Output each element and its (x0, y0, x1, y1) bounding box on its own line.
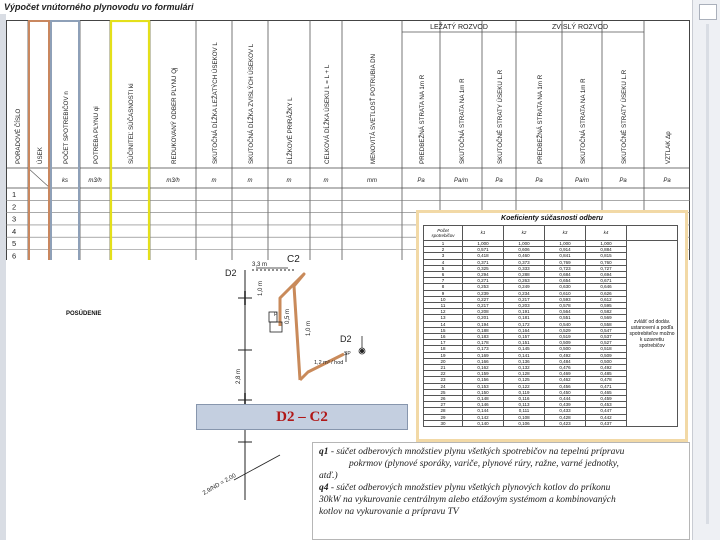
coef-cell: 11 (424, 303, 463, 309)
column-unit: Pa (619, 178, 627, 184)
coef-cell: 0,630 (545, 284, 586, 290)
coef-cell: 0,141 (504, 352, 545, 358)
q1-term: q1 (319, 447, 329, 457)
label-len-1-0-a: 1,0 m (258, 280, 264, 296)
column-header: SKUTOČNÁ DĹŽKA LEŽATÝCH ÚSEKOV L (212, 42, 219, 164)
coef-cell: 0,442 (586, 414, 627, 420)
coef-cell: 0,151 (504, 340, 545, 346)
column-unit: m (323, 178, 329, 184)
coef-cell: 5 (424, 265, 463, 271)
label-len-1-0-b: 1,0 m (306, 320, 312, 336)
column-header: SKUTOČNÁ STRATA NA 1m R (580, 78, 587, 164)
coef-cell: 0,178 (463, 340, 504, 346)
coef-cell: 0,612 (586, 296, 627, 302)
appliance-icon (360, 349, 364, 353)
coef-cell: 0,428 (545, 414, 586, 420)
coef-cell: 1,000 (545, 241, 586, 247)
coef-cell: 0,119 (504, 389, 545, 395)
posudenie-label: POSÚDENIE (66, 311, 102, 317)
label-len-bottom: 2,9/ND = 2,00 (202, 472, 238, 497)
coef-cell: 0,188 (463, 327, 504, 333)
label-d2-left: D2 (225, 268, 237, 278)
q1-line (319, 446, 683, 458)
coef-cell: 0,509 (586, 352, 627, 358)
row-number: 3 (12, 214, 17, 224)
coef-cell: 1,000 (504, 241, 545, 247)
column-header: VZTLAK Δp (665, 131, 672, 164)
coef-cell: 0,476 (545, 365, 586, 371)
coef-cell: 0,271 (463, 278, 504, 284)
group-header-horizontal: LEŽATÝ ROZVOD (430, 24, 488, 31)
coef-cell: 0,208 (463, 309, 504, 315)
coef-cell: 0,234 (504, 290, 545, 296)
coef-cell: 15 (424, 327, 463, 333)
coef-cell: 0,128 (504, 371, 545, 377)
coef-cell: 6 (424, 272, 463, 278)
coef-cell: 0,263 (504, 278, 545, 284)
q4-line (319, 482, 683, 494)
coef-cell: 0,500 (586, 358, 627, 364)
column-unit: Pa/m (574, 178, 590, 184)
coef-cell: 0,610 (545, 290, 586, 296)
coef-cell: 0,113 (504, 402, 545, 408)
coef-cell: 0,183 (463, 334, 504, 340)
coef-cell: 0,203 (504, 303, 545, 309)
coef-header-cell (627, 226, 678, 241)
coef-cell: 0,582 (586, 309, 627, 315)
column-header: PREDBEŽNÁ STRATA NA 1m R (537, 74, 544, 164)
column-unit: m (247, 178, 253, 184)
coef-cell: 0,460 (504, 253, 545, 259)
coef-header-row (424, 226, 678, 241)
coef-cell: 0,294 (463, 272, 504, 278)
q1-end: atď.) (319, 471, 338, 481)
group-header-vertical: ZVISLÝ ROZVOD (551, 24, 609, 31)
coef-cell: 0,227 (463, 296, 504, 302)
coef-cell: 0,571 (463, 247, 504, 253)
coef-cell: 0,694 (586, 272, 627, 278)
coef-cell: 27 (424, 402, 463, 408)
coef-cell: 7 (424, 278, 463, 284)
coef-cell: 0,459 (586, 396, 627, 402)
coef-cell: 0,593 (545, 296, 586, 302)
column-header: MENOVITÁ SVETLOSŤ POTRUBIA DN (370, 53, 377, 164)
coef-cell: 0,418 (463, 253, 504, 259)
coef-cell: 0,478 (586, 377, 627, 383)
column-header: SKUTOČNÉ STRATY ÚSEKU L.R (621, 69, 628, 164)
coef-cell: 0,723 (545, 265, 586, 271)
coef-cell: 29 (424, 414, 463, 420)
coefficients-table (423, 225, 678, 427)
coef-cell: 0,462 (545, 377, 586, 383)
coef-cell: 0,111 (504, 408, 545, 414)
row-number: 2 (12, 202, 17, 212)
coef-cell: 0,191 (504, 309, 545, 315)
coef-cell: 0,423 (545, 420, 586, 426)
coef-cell: 0,527 (586, 340, 627, 346)
coef-cell: 20 (424, 358, 463, 364)
label-d2-right: D2 (340, 334, 352, 344)
coef-cell: 0,439 (545, 402, 586, 408)
vertical-scrollbar[interactable] (692, 0, 720, 540)
coef-cell: 0,373 (504, 259, 545, 265)
explanation-box (312, 442, 690, 540)
label-len-0-5: 0,5 m (285, 308, 291, 324)
coef-cell: 0,465 (586, 389, 627, 395)
coef-cell: 0,595 (586, 303, 627, 309)
coef-cell: 0,201 (463, 315, 504, 321)
coef-cell: 0,484 (545, 358, 586, 364)
coef-cell: 0,140 (463, 420, 504, 426)
q4-continuation: 30kW na vykurovanie centrálnym alebo etážovým systémom a kombinovaných (319, 495, 616, 505)
column-header: SKUTOČNÁ DĹŽKA ZVISLÝCH ÚSEKOV L (248, 43, 255, 164)
column-header: POČET SPOTREBIČOV n (63, 91, 70, 164)
column-unit: Pa (535, 178, 543, 184)
label-flow: 1,2 m³ / hod (314, 360, 344, 366)
label-len-3-3: 3,3 m (252, 262, 268, 268)
coef-cell: 17 (424, 340, 463, 346)
column-unit: m3/h (88, 178, 102, 184)
coef-cell: 0,456 (545, 383, 586, 389)
coef-cell: 0,153 (463, 383, 504, 389)
column-header: SKUTOČNÁ STRATA NA 1m R (459, 78, 466, 164)
column-header: POTREBA PLYNU qi (93, 106, 100, 164)
coef-cell: 0,239 (463, 290, 504, 296)
coef-cell: 0,159 (463, 371, 504, 377)
coef-cell: 0,325 (463, 265, 504, 271)
coef-cell: 0,157 (504, 334, 545, 340)
coef-cell: 0,537 (586, 334, 627, 340)
coef-cell: 0,841 (545, 253, 586, 259)
column-unit: ks (62, 178, 68, 184)
column-unit: Pa (417, 178, 425, 184)
coef-cell: 0,144 (463, 408, 504, 414)
coef-header-cell: k2 (504, 226, 545, 241)
label-c2: C2 (287, 254, 300, 265)
coef-cell: 0,217 (463, 303, 504, 309)
label-sp: SP (344, 351, 351, 357)
coef-cell: 0,217 (504, 296, 545, 302)
coef-cell: 0,540 (545, 321, 586, 327)
column-unit: m (286, 178, 292, 184)
coef-cell: 0,172 (504, 321, 545, 327)
column-unit: Pa/m (453, 178, 469, 184)
column-unit: Pa (495, 178, 503, 184)
coef-cell: 0,156 (463, 377, 504, 383)
coef-cell: 0,164 (504, 327, 545, 333)
column-unit: mm (367, 178, 377, 184)
coef-cell: 0,606 (504, 247, 545, 253)
column-header: SKUTOČNÉ STRATY ÚSEKU L.R (497, 69, 504, 164)
coef-cell: 0,288 (504, 272, 545, 278)
q4-term: q4 (319, 483, 329, 493)
coef-cell: 0,136 (504, 358, 545, 364)
column-header: ÚSEK (37, 147, 44, 164)
coef-cell: 0,529 (545, 327, 586, 333)
coef-cell: 0,169 (463, 352, 504, 358)
coef-header-cell: k1 (463, 226, 504, 241)
coef-cell: 0,371 (463, 259, 504, 265)
coef-cell: 0,166 (463, 358, 504, 364)
coef-cell: 0,444 (545, 396, 586, 402)
coef-cell: 0,578 (545, 303, 586, 309)
coef-cell: 0,333 (504, 265, 545, 271)
coef-cell: 0,471 (586, 383, 627, 389)
pipe-branch (280, 274, 304, 380)
column-unit: Pa (663, 178, 671, 184)
row-number: 6 (12, 251, 17, 260)
diagonal-cell (28, 168, 50, 188)
coef-cell: 0,162 (463, 365, 504, 371)
coef-cell: 0,492 (586, 365, 627, 371)
column-unit: m (211, 178, 217, 184)
coef-cell: 10 (424, 296, 463, 302)
coef-cell: 0,684 (545, 272, 586, 278)
coef-cell: 18 (424, 346, 463, 352)
coef-cell: 0,654 (545, 278, 586, 284)
coef-cell: 23 (424, 377, 463, 383)
coef-cell: 0,485 (586, 371, 627, 377)
highlight-usek (29, 21, 49, 260)
coef-cell: 0,116 (504, 396, 545, 402)
coef-cell: 0,145 (504, 346, 545, 352)
coef-cell: 0,558 (586, 321, 627, 327)
coef-cell: 0,564 (545, 309, 586, 315)
coef-cell: 0,194 (463, 321, 504, 327)
column-header: CELKOVÁ DĹŽKA ÚSEKU L = L + L (324, 64, 331, 164)
coef-cell: 0,447 (586, 408, 627, 414)
coef-cell: 0,108 (504, 414, 545, 420)
coef-cell: 19 (424, 352, 463, 358)
pipe-branch-horizontal (300, 354, 344, 380)
coef-cell: 0,569 (586, 315, 627, 321)
column-header: PORADOVÉ ČÍSLO (15, 108, 22, 164)
coef-cell: 0,253 (463, 284, 504, 290)
column-header: SÚČINITEĽ SÚČASNOSTI ki (128, 83, 135, 164)
coef-cell: 0,150 (463, 389, 504, 395)
coef-cell: 0,518 (586, 346, 627, 352)
row-number: 1 (12, 190, 17, 199)
q4-end: kotlov na vykurovanie a prípravu TV (319, 507, 459, 517)
coef-cell: 0,122 (504, 383, 545, 389)
coef-header-cell: Počet spotrebičov (424, 226, 463, 241)
coef-cell: 0,519 (545, 334, 586, 340)
coef-cell: 0,106 (504, 420, 545, 426)
coef-cell: 0,547 (586, 327, 627, 333)
coef-cell: 0,815 (586, 253, 627, 259)
coef-header-cell: k3 (545, 226, 586, 241)
coef-cell: 1,000 (463, 241, 504, 247)
coef-cell: 0,181 (504, 315, 545, 321)
coef-cell: 0,671 (586, 278, 627, 284)
column-header: REDUKOVANÝ ODBER PLYNU Qj (171, 67, 178, 164)
section-banner: D2 – C2 (196, 404, 408, 430)
coef-cell: 28 (424, 408, 463, 414)
coefficients-title: Koeficienty súčasnosti odberu (501, 215, 603, 222)
coef-cell: 0,173 (463, 346, 504, 352)
row-number: 4 (12, 226, 17, 236)
coef-note: zvlášť od dodáv. ustanovení a podľa spotrebiteľov možno k uzavretiu spotrebičov (627, 241, 678, 427)
coef-cell: 22 (424, 371, 463, 377)
coef-cell: 0,450 (545, 389, 586, 395)
coef-header-cell: k4 (586, 226, 627, 241)
coef-cell: 0,125 (504, 377, 545, 383)
coef-cell: 0,148 (463, 396, 504, 402)
coef-cell: 2 (424, 247, 463, 253)
scroll-track[interactable] (706, 24, 709, 524)
coef-cell: 30 (424, 420, 463, 426)
coef-cell: 0,492 (545, 352, 586, 358)
coef-cell: 4 (424, 259, 463, 265)
coefficients-panel (416, 210, 688, 442)
q1-continuation: pokrmov (plynové sporáky, variče, plynové rúry, ražne, varné jednotky, (349, 459, 619, 469)
coef-cell: 0,551 (545, 315, 586, 321)
coef-cell: 16 (424, 334, 463, 340)
coef-cell: 13 (424, 315, 463, 321)
coef-cell: 25 (424, 389, 463, 395)
coef-cell: 21 (424, 365, 463, 371)
coef-cell: 0,884 (586, 247, 627, 253)
coef-cell: 0,500 (545, 346, 586, 352)
coef-cell: 8 (424, 284, 463, 290)
coef-cell: 0,646 (586, 284, 627, 290)
column-header: PREDBEŽNÁ STRATA NA 1m R (419, 74, 426, 164)
coef-cell: 0,727 (586, 265, 627, 271)
coef-cell: 9 (424, 290, 463, 296)
coef-cell: 0,760 (586, 259, 627, 265)
coef-cell: 24 (424, 383, 463, 389)
coef-cell: 0,626 (586, 290, 627, 296)
coef-cell: 0,437 (586, 420, 627, 426)
coef-cell: 1,000 (586, 241, 627, 247)
coef-cell: 0,769 (545, 259, 586, 265)
coef-cell: 0,132 (504, 365, 545, 371)
sheet-title: Výpočet vnútorného plynovodu vo formulári (4, 2, 194, 12)
coef-cell: 0,914 (545, 247, 586, 253)
coef-cell: 14 (424, 321, 463, 327)
column-header: DĹŽKOVÉ PRIRÁŽKY L (287, 97, 294, 164)
label-len-2-8: 2,8 m (236, 368, 242, 384)
coef-cell: 0,509 (545, 340, 586, 346)
q4-text: - súčet odberových množstiev plynu všetkých plynových kotlov do príkonu (330, 483, 611, 493)
q1-text: - súčet odberových množstiev plynu všetkých spotrebičov na tepelnú prípravu (330, 447, 625, 457)
coef-cell: 26 (424, 396, 463, 402)
coef-cell: 0,249 (504, 284, 545, 290)
coef-cell: 3 (424, 253, 463, 259)
label-p: P (274, 312, 278, 318)
column-unit: m3/h (166, 178, 180, 184)
coef-cell: 12 (424, 309, 463, 315)
coef-cell: 0,142 (463, 414, 504, 420)
coef-cell: 0,469 (545, 371, 586, 377)
scroll-up-button[interactable] (699, 4, 717, 20)
coef-cell: 0,146 (463, 402, 504, 408)
coef-cell: 0,453 (586, 402, 627, 408)
row-number: 5 (12, 239, 17, 249)
coef-cell: 1 (424, 241, 463, 247)
coef-cell: 0,433 (545, 408, 586, 414)
